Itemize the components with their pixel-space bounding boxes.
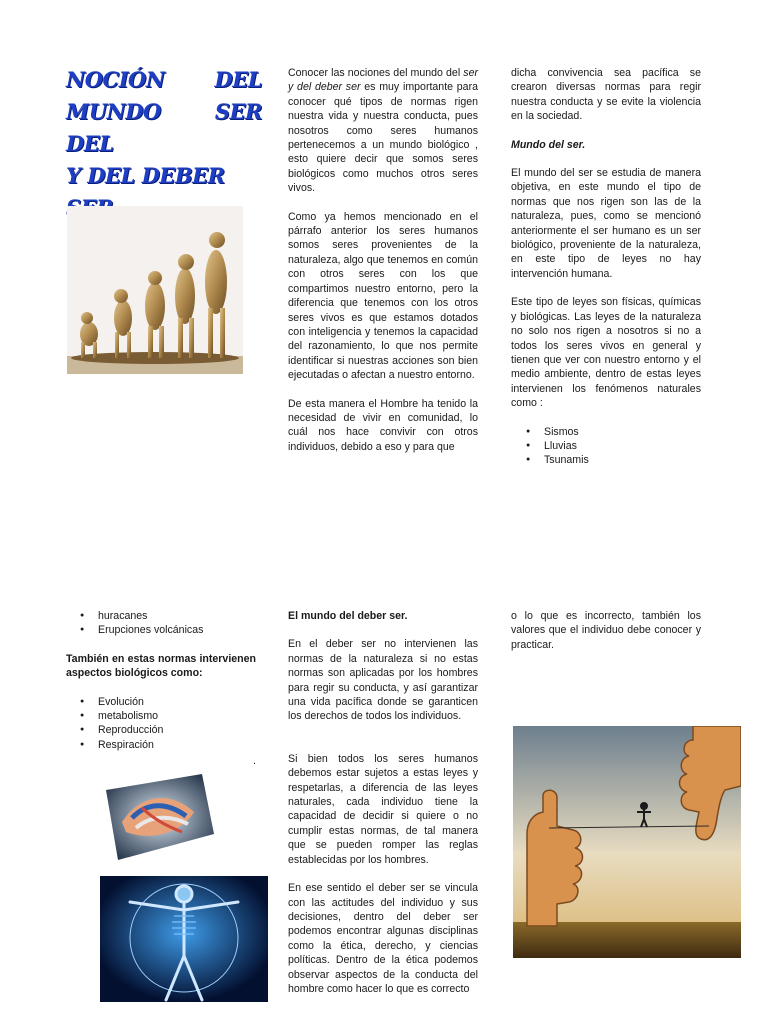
emphasis-text: ser y del deber ser (288, 67, 478, 94)
list-item: ● Tsunamis (544, 453, 701, 467)
phenomena-list-continued (66, 609, 256, 638)
column-2-bottom (288, 609, 478, 1010)
paragraph: En el deber ser no intervienen las normas de la naturaleza si no estas normas son aplicadas por los hombres para regir su conducta, y así garantizar una vida pacífica donde se garanticen los derechos de todos los individuos. (288, 638, 478, 723)
stray-dot: . (253, 755, 256, 767)
column-3-top (511, 66, 701, 468)
text-run: es muy importante para conocer qué tipos de normas rigen nuestra vida y nuestra conducta, pues nosotros como seres humanos pertenecemos a un mundo biológico , esto quiere decir que somos seres biológicos como muchos otros seres vivos. (288, 81, 478, 195)
evolution-image (67, 206, 243, 374)
anatomy-image (100, 876, 268, 1002)
section-heading: El mundo del deber ser. (288, 610, 408, 622)
biological-list (66, 695, 256, 753)
title-word: SER (214, 99, 262, 124)
phenomena-list (511, 425, 701, 468)
page-title (66, 64, 262, 224)
column-3-bottom (511, 609, 701, 666)
paragraph: El mundo del ser se estudia de manera objetiva, en este mundo el tipo de normas que nos rigen son las de la naturaleza, pues, como se mencionó anteriormente el ser humano es un ser biológico, proveniente de la naturaleza, en este tipo de leyes no hay intervención humana. (511, 167, 701, 280)
paragraph (288, 66, 478, 196)
title-word: NOCIÓN (66, 67, 165, 92)
column-2-top (288, 66, 478, 468)
paragraph: De esta manera el Hombre ha tenido la necesidad de vivir en comunidad, lo cuál nos hace convivir con otros individuos, debido a eso y para que (288, 397, 478, 453)
paragraph: dicha convivencia sea pacífica se crearon diversas normas para regir nuestra conducta y se evite la violencia en la sociedad. (511, 67, 701, 123)
list-item: ● Lluvias (544, 439, 701, 453)
dna-hands-image (102, 772, 218, 862)
paragraph: Este tipo de leyes son físicas, químicas y biológicas. Las leyes de la naturaleza no solo nos rigen a nosotros si no a todos los seres vivos en general y tienen que ver con nuestro entorno y el medio ambiente, dentro de estas leyes intervienen los fenómenos naturales como : (511, 296, 701, 410)
title-word: MUNDO DEL (66, 99, 161, 156)
list-item: ● Reproducción (98, 723, 256, 737)
title-word: DEL (214, 67, 262, 92)
thumbs-tightrope-image (513, 726, 741, 958)
paragraph: o lo que es incorrecto, también los valores que el individuo debe conocer y practicar. (511, 610, 701, 651)
text-run: Conocer las nociones del mundo del (288, 67, 464, 79)
column-1-bottom (66, 609, 256, 752)
list-item: ● Erupciones volcánicas (98, 623, 256, 637)
list-item: ● metabolismo (98, 709, 256, 723)
list-item: ● huracanes (98, 609, 256, 623)
title-word: Y DEL DEBER (66, 163, 225, 188)
list-item: ● Evolución (98, 695, 256, 709)
paragraph: En ese sentido el deber ser se vincula con las actitudes del individuo y sus decisiones, dentro del deber ser podemos encontrar algunas disciplinas como la ética, derecho, y ciencias políticas. Dentro de la ética podemos observar aspectos de la conducta del hombre como hacer lo que es correcto (288, 882, 478, 995)
biological-heading: También en estas normas intervienen aspectos biológicos como: (66, 652, 256, 680)
list-item: ● Sismos (544, 425, 701, 439)
list-item: ● Respiración (98, 738, 256, 752)
section-heading: Mundo del ser. (511, 138, 586, 151)
paragraph: Como ya hemos mencionado en el párrafo anterior los seres humanos somos seres provenientes de la naturaleza, algo que tenemos en común con otros seres con los que compartimos nuestro entorno, pero la diferencia que tenemos con los otros seres vivos es que estamos dotados con inteligencia y tenemos la capacidad del razonamiento, lo que nos permite identificar si nuestras acciones son bien ejecutadas o afectan a nuestro entorno. (288, 210, 478, 382)
paragraph: Si bien todos los seres humanos debemos estar sujetos a estas leyes y respetarlas, a diferencia de las leyes naturales, cada individuo tiene la capacidad de decidir si quiere o no cumplir estas normas, de tal manera que se pueden romper las reglas establecidas por los hombres. (288, 752, 478, 866)
